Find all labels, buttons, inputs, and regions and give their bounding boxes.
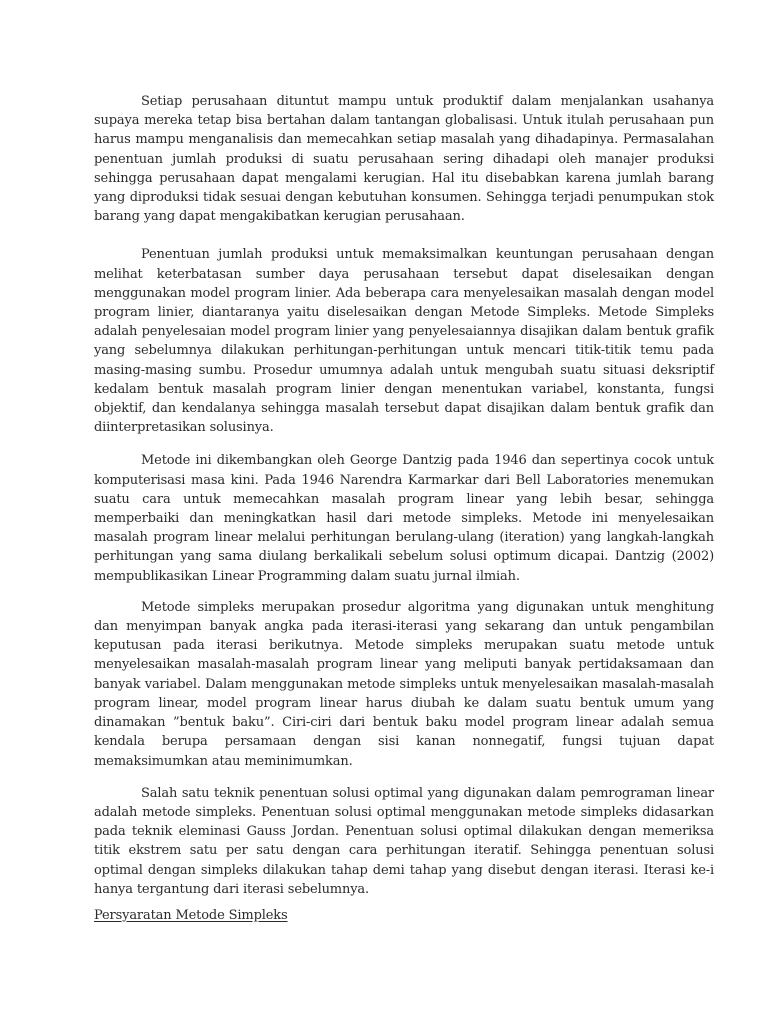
paragraph-history: Metode ini dikembangkan oleh George Dantzig pada 1946 dan sepertinya cocok untuk komputerisasi masa kini. Pada 1946 Narendra Karmarkar dari Bell Laboratories menemukan suatu cara untuk memecahkan masalah program linear yang lebih besar, sehingga memperbaiki dan meningkatkan hasil dari metode simpleks. Metode ini menyelesaikan masalah program linear melalui perhitungan berulang-ulang (iteration) yang langkah-langkah perhitungan yang sama diulang berkalikali sebelum solusi optimum dicapai. Dantzig (2002) mempublikasikan Linear Programming dalam suatu jurnal ilmiah. <box>94 453 714 584</box>
paragraph-optimal-solution: Salah satu teknik penentuan solusi optimal yang digunakan dalam pemrograman linear adalah metode simpleks. Penentuan solusi optimal menggunakan metode simpleks didasarkan pada teknik eleminasi Gauss Jordan. Penentuan solusi optimal dilakukan dengan memeriksa titik ekstrem satu per satu dengan cara perhitungan iteratif. Sehingga penentuan solusi optimal dengan simpleks dilakukan tahap demi tahap yang disebut dengan iterasi. Iterasi ke-i hanya tergantung dari iterasi sebelumnya. <box>94 785 714 897</box>
paragraph-simplex-definition: Metode simpleks merupakan prosedur algoritma yang digunakan untuk menghitung dan menyimpan banyak angka pada iterasi-iterasi yang sekarang dan untuk pengambilan keputusan pada iterasi berikutnya. Metode simpleks merupakan suatu metode untuk menyelesaikan masalah-masalah program linear yang meliputi banyak pertidaksamaan dan banyak variabel. Dalam menggunakan metode simpleks untuk menyelesaikan masalah-masalah program linear, model program linear harus diubah ke dalam suatu bentuk umum yang dinamakan ”bentuk baku”. Ciri-ciri dari bentuk baku model program linear adalah semua kendala berupa persamaan dengan sisi kanan nonnegatif, fungsi tujuan dapat memaksimumkan atau meminimumkan. <box>94 599 714 769</box>
paragraph-production-planning: Penentuan jumlah produksi untuk memaksimalkan keuntungan perusahaan dengan melihat keterbatasan sumber daya perusahaan tersebut dapat diselesaikan dengan menggunakan model program linier. Ada beberapa cara menyelesaikan masalah dengan model program linier, diantaranya yaitu diselesaikan dengan Metode Simpleks. Metode Simpleks adalah penyelesaian model program linier yang penyelesaiannya disajikan dalam bentuk grafik yang sebelumnya dilakukan perhitungan-perhitungan untuk mencari titik-titik temu pada masing-masing sumbu. Prosedur umumnya adalah untuk mengubah suatu situasi deksriptif kedalam bentuk masalah program linier dengan menentukan variabel, konstanta, fungsi objektif, dan kendalanya sehingga masalah tersebut dapat disajikan dalam bentuk grafik dan diinterpretasikan solusinya. <box>94 247 714 436</box>
paragraph-intro: Setiap perusahaan dituntut mampu untuk produktif dalam menjalankan usahanya supaya mereka tetap bisa bertahan dalam tantangan globalisasi. Untuk itulah perusahaan pun harus mampu menganalisis dan memecahkan setiap masalah yang dihadapinya. Permasalahan penentuan jumlah produksi di suatu perusahaan sering dihadapi oleh manajer produksi sehingga perusahaan dapat mengalami kerugian. Hal itu disebabkan karena jumlah barang yang diproduksi tidak sesuai dengan kebutuhan konsumen. Sehingga terjadi penumpukan stok barang yang dapat mengakibatkan kerugian perusahaan. <box>94 94 714 225</box>
document-page <box>94 92 714 925</box>
section-heading: Persyaratan Metode Simpleks <box>94 907 288 923</box>
